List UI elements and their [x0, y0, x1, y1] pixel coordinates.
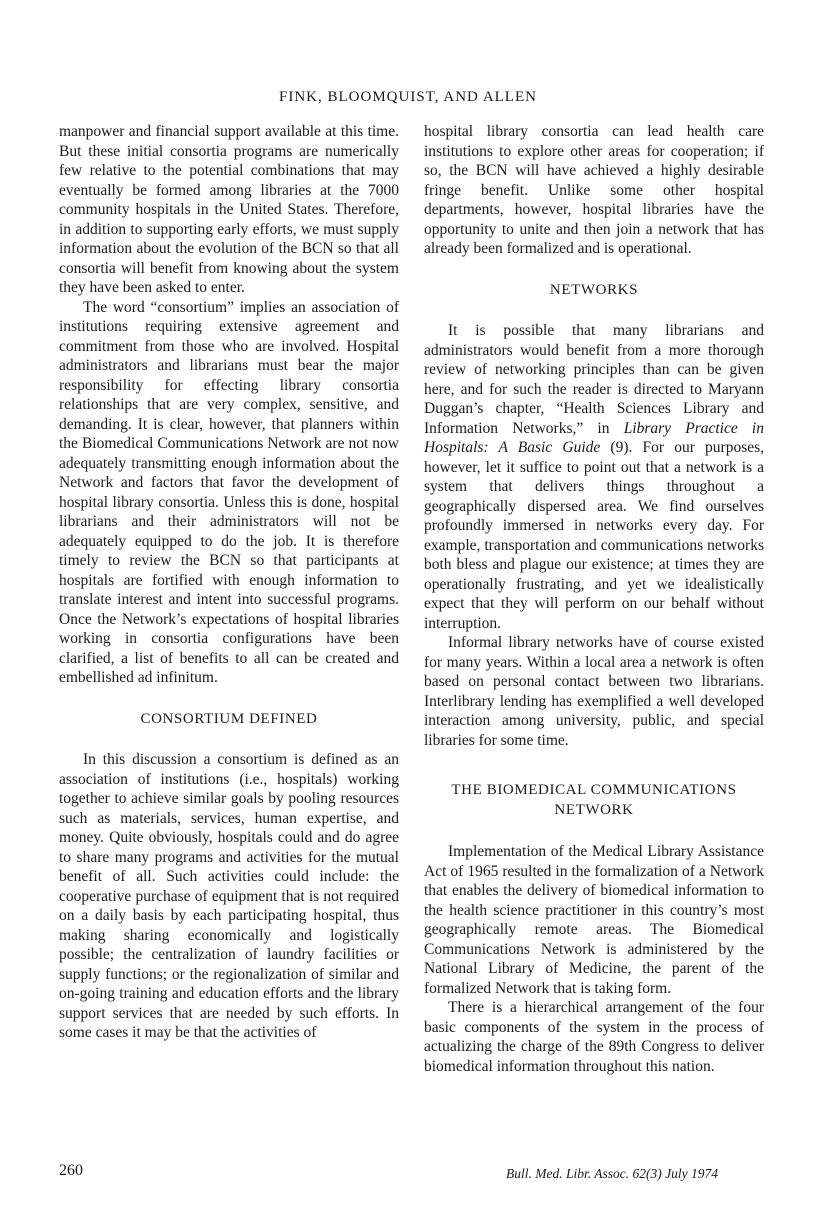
journal-citation: Bull. Med. Libr. Assoc. 62(3) July 1974	[506, 1166, 718, 1181]
paragraph: hospital library consortia can lead health care institutions to explore other areas for cooperation; if so, the BCN will have achieved a highly desirable fringe benefit. Unlike some other hospital departments, however, hospital libraries have the opportunity to unite and then join a network that has already been formalized and is operational.	[424, 123, 764, 257]
paragraph: Implementation of the Medical Library Assistance Act of 1965 resulted in the formalization of a Network that enables the delivery of biomedical information to the health science practitioner in this country’s most geographically remote areas. The Biomedical Communications Network is administered by the National Library of Medicine, the parent of the formalized Network that is taking form.	[424, 843, 764, 997]
heading-line: NETWORK	[554, 802, 634, 818]
text-run: (9). For our purposes, however, let it suffice to point out that a network is a system that delivers things throughout a geographically dispersed area. We find ourselves profoundly immersed in networks every day. For example, transportation and communications networks both bless and plague our existence; at times they are operationally frustrating, and yet we idealistically expect that they will perform on our behalf without interruption.	[424, 439, 765, 632]
heading-line: THE BIOMEDICAL COMMUNICATIONS	[451, 782, 737, 798]
running-head: FINK, BLOOMQUIST, AND ALLEN	[279, 89, 537, 105]
section-heading-networks: NETWORKS	[549, 281, 639, 298]
book-title: Library Practice in Hospitals: A Basic Guide	[424, 419, 764, 456]
paragraph: There is a hierarchical arrangement of the four basic components of the system in the process of actualizing the charge of the 89th Congress to deliver biomedical information throughout this nation.	[424, 999, 764, 1075]
left-column	[59, 122, 399, 1043]
paragraph: The word “consortium” implies an association of institutions requiring extensive agreement and commitment from those who are involved. Hospital administrators and librarians must bear the major responsibility for effecting library consortia relationships that are very complex, sensitive, and demanding. It is clear, however, that planners within the Biomedical Communications Network are not now adequately transmitting enough information about the Network and factors that favor the development of hospital library consortia. Unless this is done, hospital librarians and their administrators will not be adequately equipped to do the job. It is therefore timely to review the BCN so that participants at hospitals are fortified with enough information to translate interest and intent into successful programs. Once the Network’s expectations of hospital libraries working in consortia configurations have been clarified, a list of benefits to all can be created and embellished ad infinitum.	[59, 298, 399, 686]
paragraph: manpower and financial support available at this time. But these initial consortia programs are numerically few relative to the potential combinations that may eventually be formed among libraries at the 7000 community hospitals in the United States. Therefore, in addition to supporting early efforts, we must supply information about the evolution of the BCN so that all consortia will benefit from knowing about the system they have been asked to enter.	[59, 123, 399, 296]
text-run: It is possible that many librarians and administrators would benefit from a more thorough review of networking principles than can be given here, and for such the reader is directed to Maryann Duggan’s chapter, “Health Sciences Library and Information Networks,” in	[424, 322, 764, 437]
section-heading-consortium-defined: CONSORTIUM DEFINED	[140, 710, 318, 727]
right-column	[424, 122, 764, 1076]
paragraph	[424, 321, 764, 633]
page-number: 260	[59, 1162, 83, 1179]
paragraph: Informal library networks have of course existed for many years. Within a local area a network is often based on personal contact between two librarians. Interlibrary lending has exemplified a well developed interaction among university, public, and special libraries for some time.	[424, 634, 764, 749]
section-heading-bcn	[424, 780, 764, 820]
paragraph: In this discussion a consortium is defined as an association of institutions (i.e., hospitals) working together to achieve similar goals by pooling resources such as materials, services, human expertise, and money. Quite obviously, hospitals could and do agree to share many programs and activities for the mutual benefit of all. Such activities could include: the cooperative purchase of equipment that is not required on a daily basis by each participating hospital, thus making sharing economically and logistically possible; the centralization of laundry facilities or supply functions; or the regionalization of similar and on-going training and education efforts and the library support services that are needed by such efforts. In some cases it may be that the activities of	[59, 751, 399, 1041]
